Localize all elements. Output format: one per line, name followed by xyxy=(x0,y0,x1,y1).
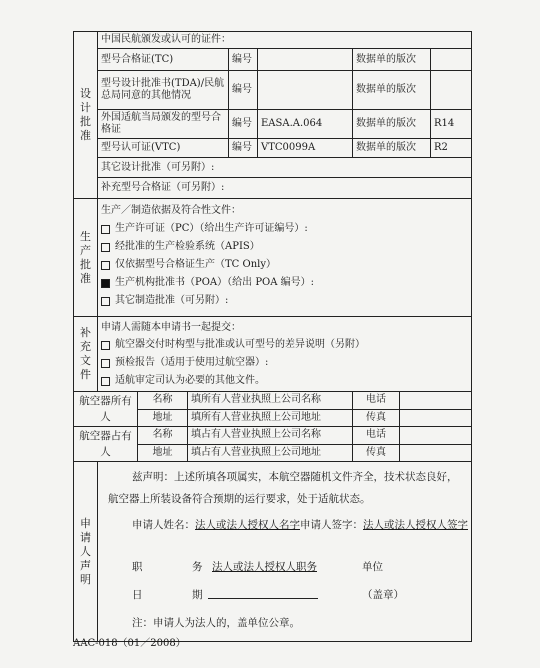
production-section-label: 生产批准 xyxy=(74,199,98,317)
owner-address-field[interactable]: 填所有人营业执照上公司地址 xyxy=(188,409,353,427)
occupant-name-field[interactable]: 填占有人营业执照上公司名称 xyxy=(188,427,353,445)
declaration-section-label: 申请人声明 xyxy=(74,462,98,642)
occupant-label: 航空器占有人 xyxy=(74,427,138,462)
seal-label: （盖章） xyxy=(362,589,404,601)
design-row: 型号设计批准书(TDA)/民航总局同意的其他情况 编号 数据单的版次 xyxy=(74,71,472,110)
checkbox-item-config-diff[interactable]: 航空器交付时构型与批准或认可型号的差异说明（另附） xyxy=(101,336,468,354)
declaration-statement: 兹声明：上述所填各项属实，本航空器随机文件齐全，技术状态良好，航空器上所装设备符合预期的运行要求，处于适航状态。 xyxy=(108,471,458,505)
other-design-approval-field[interactable]: 其它设计批准（可另附）: xyxy=(98,158,472,178)
checkbox-icon[interactable] xyxy=(101,297,110,306)
design-row: 型号合格证(TC) 编号 数据单的版次 xyxy=(74,49,472,71)
checkbox-item-poa[interactable]: 生产机构批准书（POA）（给出 POA 编号）: xyxy=(101,274,468,292)
design-row: 外国适航当局颁发的型号合格证 编号 EASA.A.064 数据单的版次 R14 xyxy=(74,110,472,139)
foreign-tc-version-field[interactable]: R14 xyxy=(431,110,472,139)
tc-number-field[interactable] xyxy=(258,49,353,71)
vtc-version-field[interactable]: R2 xyxy=(431,139,472,158)
occupant-phone-field[interactable] xyxy=(400,427,472,445)
vtc-number-field[interactable]: VTC0099A xyxy=(258,139,353,158)
production-header: 生产／制造依据及符合性文件： xyxy=(101,205,241,216)
checkbox-icon[interactable] xyxy=(101,261,110,270)
checkbox-icon[interactable] xyxy=(101,243,110,252)
occupant-fax-field[interactable] xyxy=(400,444,472,462)
date-field[interactable] xyxy=(208,588,318,599)
tda-number-field[interactable] xyxy=(258,71,353,110)
checkbox-checked-icon[interactable] xyxy=(101,279,110,288)
occupant-address-field[interactable]: 填占有人营业执照上公司地址 xyxy=(188,444,353,462)
checkbox-icon[interactable] xyxy=(101,377,110,386)
checkbox-item-other-manufacture[interactable]: 其它制造批准（可另附）: xyxy=(101,292,468,310)
checkbox-item-precheck[interactable]: 预检报告（适用于使用过航空器）: xyxy=(101,354,468,372)
applicant-signature-field[interactable]: 法人或法人授权人签字 xyxy=(363,519,468,531)
applicant-name-line: 申请人姓名：法人或法人授权人名字申请人签字：法人或法人授权人签字 xyxy=(132,519,468,531)
design-section-label: 设计批准 xyxy=(74,32,98,199)
owner-label: 航空器所有人 xyxy=(74,392,138,427)
design-row: 型号认可证(VTC) 编号 VTC0099A 数据单的版次 R2 xyxy=(74,139,472,158)
owner-name-field[interactable]: 填所有人营业执照上公司名称 xyxy=(188,392,353,410)
supplement-docs-header: 申请人需随本申请书一起提交： xyxy=(101,322,241,333)
checkbox-item-tc-only[interactable]: 仅依据型号合格证生产（TC Only） xyxy=(101,256,468,274)
applicant-name-field[interactable]: 法人或法人授权人名字 xyxy=(195,519,300,531)
date-line: 日 期 （盖章） xyxy=(132,589,404,601)
stc-field[interactable]: 补充型号合格证（可另附）: xyxy=(98,178,472,199)
foreign-tc-number-field[interactable]: EASA.A.064 xyxy=(258,110,353,139)
form-code: AAC-018（01／2008） xyxy=(73,638,186,649)
checkbox-item-apis[interactable]: 经批准的生产检验系统（APIS） xyxy=(101,238,468,256)
tda-version-field[interactable] xyxy=(431,71,472,110)
supplement-docs-section-label: 补充文件 xyxy=(74,317,98,392)
checkbox-item-pc[interactable]: 生产许可证（PC）（给出生产许可证编号）: xyxy=(101,220,468,238)
tc-version-field[interactable] xyxy=(431,49,472,71)
owner-phone-field[interactable] xyxy=(400,392,472,410)
owner-fax-field[interactable] xyxy=(400,409,472,427)
checkbox-icon[interactable] xyxy=(101,225,110,234)
checkbox-item-other-docs[interactable]: 适航审定司认为必要的其他文件。 xyxy=(101,372,468,390)
position-field[interactable]: 法人或法人授权人职务 xyxy=(212,561,317,573)
declaration-note: 注：申请人为法人的，盖单位公章。 xyxy=(132,617,300,629)
design-header: 中国民航颁发或认可的证件： xyxy=(98,32,472,49)
application-form-table: 设计批准 中国民航颁发或认可的证件： 型号合格证(TC) 编号 数据单的版次 型号设计批准书(TDA)/民航总局同意的其他情况 编号 数据单的版次 外国适航当局颁发的型号合格证 编号 EASA.A.064 数据单的版次 R14 型号认可证(VTC) 编号 VTC0099A 数据单的版次 R2 其它设计批准（可另附）: 补充型号合格证（可另附）: 生产批准 生产／制造依据及符合性文件： 生产许可证（PC）（给出生产许可证编号）: 经批准的生产检验系统（APIS） 仅依据型号合格证生产（TC Only） 生产机构批准书（POA）（给出 POA 编号）: 其它制造批准（可另附）: 补充文件 申请人需随本申请书一起提交： 航空器交付时构型与批准或认可型号的差异说明（另附） 预检报告（适用于使用过航空器）: 适航审定司认为必要的其他文件。 航空器所有人 名称 填所有人营业执照上公司名称 电话 地址 填所有人营业执照上公司地址 传真 航空器占有人 名称 填占有人营业执照上公司名称 电话 地址 填占有人营业执照上公司地址 传真 申请人声明 兹声明：上述所填各项属实，本航空器随机文件齐全，技术状态良好，航空器上所装设备符合预期的运行要求，处于适航状态。 申请人姓名：法人或法人授权人名字申请人签字：法人或法人授权人签字 职 务 法人或法人授权人职务 单位 日 期 （盖章） 注：申请人为法人的，盖单位公章。 xyxy=(73,31,472,642)
position-line: 职 务 法人或法人授权人职务 单位 xyxy=(132,561,383,573)
checkbox-icon[interactable] xyxy=(101,341,110,350)
checkbox-icon[interactable] xyxy=(101,359,110,368)
